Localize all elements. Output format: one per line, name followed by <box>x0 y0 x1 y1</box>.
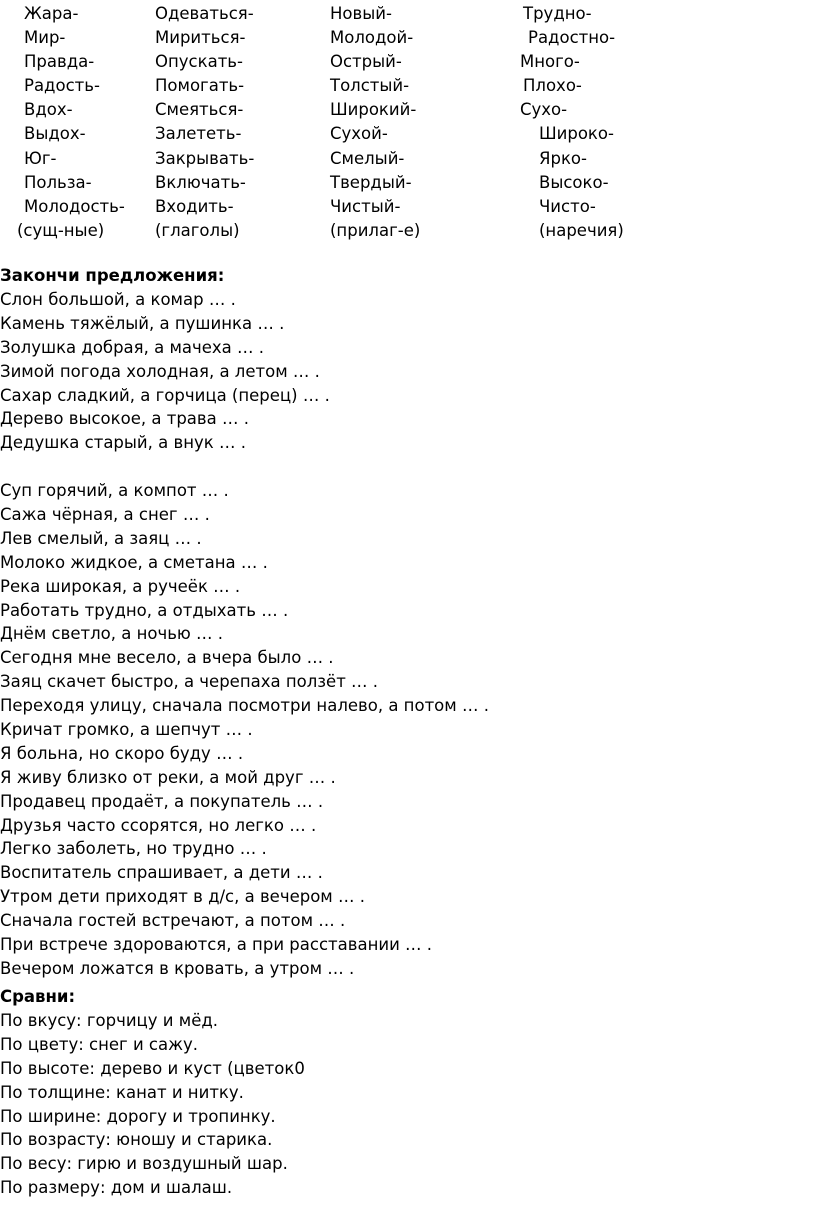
word: Сухой- <box>330 124 388 144</box>
list-item: Переходя улицу, сначала посмотри налево, а потом … . <box>0 696 489 716</box>
adjectives-column <box>330 2 420 243</box>
list-item: Суп горячий, а компот … . <box>0 481 229 501</box>
list-item: По размеру: дом и шалаш. <box>0 1178 233 1198</box>
list-item: Сажа чёрная, а снег … . <box>0 505 210 525</box>
list-item: Вечером ложатся в кровать, а утром … . <box>0 958 355 978</box>
word: Мириться- <box>155 28 246 48</box>
word: Новый- <box>330 4 392 23</box>
list-item: По толщине: канат и нитку. <box>0 1082 244 1102</box>
word: Широко- <box>539 124 614 144</box>
word: Жара- <box>24 4 79 23</box>
list-item: Днём светло, а ночью … . <box>0 624 224 644</box>
word: Толстый- <box>330 76 410 96</box>
list-item: По весу: гирю и воздушный шар. <box>0 1154 288 1174</box>
nouns-column <box>17 2 125 243</box>
list-item: Я живу близко от реки, а мой друг … . <box>0 767 336 787</box>
word: Ярко- <box>539 148 587 168</box>
word: Смеяться- <box>155 100 244 120</box>
word: Вдох- <box>24 100 73 120</box>
finish-sentences-list <box>0 288 489 981</box>
verbs-column <box>155 2 254 243</box>
word: Смелый- <box>330 148 405 168</box>
list-item: По ширине: дорогу и тропинку. <box>0 1106 276 1126</box>
word: Плохо- <box>523 76 582 96</box>
blank-line <box>0 455 489 479</box>
list-item: Я больна, но скоро буду … . <box>0 743 244 763</box>
compare-list <box>0 1009 305 1200</box>
word: Молодость- <box>24 196 125 216</box>
word: Острый- <box>330 52 402 72</box>
column-label: (наречия) <box>539 220 624 240</box>
list-item: Камень тяжёлый, а пушинка … . <box>0 313 285 333</box>
word: Чистый- <box>330 196 401 216</box>
list-item: Друзья часто ссорятся, но легко … . <box>0 815 317 835</box>
word: Помогать- <box>155 76 245 96</box>
word: Включать- <box>155 172 246 192</box>
list-item: Дедушка старый, а внук … . <box>0 433 246 453</box>
compare-title: Сравни: <box>0 987 76 1006</box>
adverbs-column <box>520 2 624 243</box>
list-item: При встрече здороваются, а при расставании … . <box>0 935 433 955</box>
word: Много- <box>520 52 580 72</box>
finish-sentences-title: Закончи предложения: <box>0 266 225 285</box>
word: Входить- <box>155 196 234 216</box>
word: Радостно- <box>528 28 616 48</box>
word: Польза- <box>24 172 92 192</box>
list-item: По возрасту: юношу и старика. <box>0 1130 273 1150</box>
word: Трудно- <box>523 4 592 23</box>
list-item: Кричат громко, а шепчут … . <box>0 720 253 740</box>
word-table <box>0 2 816 242</box>
list-item: По высоте: дерево и куст (цветок0 <box>0 1058 305 1078</box>
word: Сухо- <box>520 100 568 120</box>
word: Опускать- <box>155 52 243 72</box>
list-item: Заяц скачет быстро, а черепаха ползёт … . <box>0 672 379 692</box>
word: Залететь- <box>155 124 242 144</box>
list-item: Воспитатель спрашивает, а дети … . <box>0 863 323 883</box>
word: Юг- <box>24 148 57 168</box>
column-label: (сущ-ные) <box>17 220 105 240</box>
word: Одеваться- <box>155 4 254 23</box>
list-item: Сахар сладкий, а горчица (перец) … . <box>0 385 330 405</box>
list-item: Золушка добрая, а мачеха … . <box>0 337 265 357</box>
list-item: По цвету: снег и сажу. <box>0 1034 198 1054</box>
word: Закрывать- <box>155 148 255 168</box>
word: Правда- <box>24 52 95 72</box>
word: Мир- <box>24 28 66 48</box>
word: Выдох- <box>24 124 86 144</box>
word: Высоко- <box>539 172 609 192</box>
list-item: Молоко жидкое, а сметана … . <box>0 552 268 572</box>
column-label: (прилаг-е) <box>330 220 421 240</box>
list-item: Дерево высокое, а трава … . <box>0 409 249 429</box>
list-item: Продавец продаёт, а покупатель … . <box>0 791 324 811</box>
word: Чисто- <box>539 196 596 216</box>
list-item: Легко заболеть, но трудно … . <box>0 839 267 859</box>
word: Твердый- <box>330 172 412 192</box>
word: Широкий- <box>330 100 417 120</box>
list-item: Река широкая, а ручеёк … . <box>0 576 241 596</box>
list-item: Слон большой, а комар … . <box>0 290 236 309</box>
list-item: По вкусу: горчицу и мёд. <box>0 1011 219 1030</box>
word: Молодой- <box>330 28 414 48</box>
list-item: Зимой погода холодная, а летом … . <box>0 361 320 381</box>
word: Радость- <box>24 76 100 96</box>
list-item: Сначала гостей встречают, а потом … . <box>0 911 346 931</box>
list-item: Сегодня мне весело, а вчера было … . <box>0 648 334 668</box>
list-item: Утром дети приходят в д/с, а вечером … . <box>0 887 365 907</box>
column-label: (глаголы) <box>155 220 240 240</box>
list-item: Лев смелый, а заяц … . <box>0 528 202 548</box>
list-item: Работать трудно, а отдыхать … . <box>0 600 289 620</box>
